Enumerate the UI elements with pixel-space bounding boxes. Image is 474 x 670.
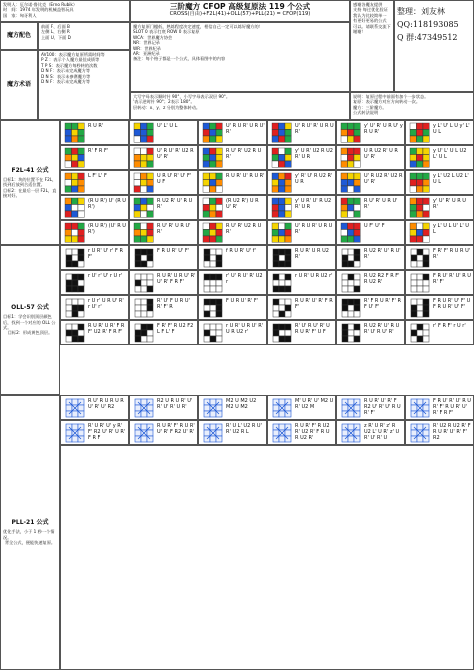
oll-case-cell bbox=[405, 270, 474, 295]
oll-algorithm-text: F U R U' R' F' bbox=[226, 298, 259, 304]
f2l-algorithm-text: R U' R' U R U' R' bbox=[364, 198, 398, 210]
f2l-case-cell bbox=[336, 195, 405, 220]
f2l-cube-diagram bbox=[63, 196, 87, 220]
f2l-algorithm-text: (R U R') (U' R U R') bbox=[88, 223, 126, 235]
f2l-algorithm-text: (R U2 R') U R U' R' bbox=[226, 198, 259, 210]
f2l-algorithm-text: y' R' U' R U2 R' U R bbox=[295, 173, 333, 185]
terms-label: 魔方术语 bbox=[0, 50, 38, 120]
formula-grid bbox=[0, 120, 474, 670]
oll-case-cell bbox=[267, 270, 336, 295]
f2l-algorithm-text: y' U' R' U R U' y R U R' bbox=[364, 123, 403, 135]
pll-case-cell bbox=[198, 420, 267, 445]
f2l-algorithm-text: R U2 R' U' R U R' bbox=[157, 198, 193, 210]
f2l-cube-diagram bbox=[339, 146, 363, 170]
info-line: 发明人：厄尔诺·鲁比克（Erno Rubik） bbox=[3, 2, 78, 7]
oll-cube-diagram bbox=[339, 296, 363, 320]
pll-cube-diagram bbox=[339, 396, 363, 420]
f2l-cube-diagram bbox=[408, 196, 432, 220]
oll-algorithm-text: f R U R' U' f' bbox=[226, 248, 256, 254]
page-title: 三阶魔方 CFOP 高级复原法 119 个公式 bbox=[169, 2, 311, 11]
f2l-algorithm-text: y L' U L U' L' U L bbox=[433, 223, 469, 235]
f2l-case-cell bbox=[267, 195, 336, 220]
oll-cube-diagram bbox=[63, 296, 87, 320]
f2l-algorithm-text: y U' L' U L U2 L' U L bbox=[433, 148, 467, 160]
f2l-cube-diagram bbox=[201, 121, 225, 145]
f2l-cube-diagram bbox=[132, 196, 156, 220]
pll-cube-diagram bbox=[132, 396, 156, 420]
f2l-cube-diagram bbox=[132, 171, 156, 195]
oll-cube-diagram bbox=[339, 246, 363, 270]
f2l-algorithm-text: U R U' R' U' F' U F bbox=[157, 173, 192, 185]
oll-cube-diagram bbox=[132, 271, 156, 295]
contact-qgroup: Q 群:47349512 bbox=[397, 33, 458, 42]
f2l-case-cell bbox=[198, 120, 267, 145]
oll-algorithm-text: F R' F' R U2 F2 L F L' F bbox=[157, 323, 194, 335]
oll-case-cell bbox=[336, 270, 405, 295]
oll-cube-diagram bbox=[339, 271, 363, 295]
oll-algorithm-text: r U R' U' r' F R F' bbox=[88, 248, 123, 260]
thanks-box bbox=[350, 0, 394, 92]
oll-case-cell bbox=[267, 295, 336, 320]
f2l-cube-diagram bbox=[63, 221, 87, 245]
oll-algorithm-text: r' F R F' r U r' bbox=[433, 323, 466, 329]
pll-algorithm-text: M2 U M2 U2 M2 U M2 bbox=[226, 398, 257, 410]
f2l-case-cell bbox=[336, 220, 405, 245]
oll-case-cell bbox=[267, 320, 336, 345]
pll-algorithm-text: M' U R' U' M2 U R' U2 M bbox=[295, 398, 334, 410]
f2l-algorithm-text: y L' U' L U y' L' U L bbox=[433, 123, 470, 135]
f2l-case-cell bbox=[267, 170, 336, 195]
f2l-case-cell bbox=[60, 120, 129, 145]
notes-bottom: 大写字母表示顺时针 90°，小写字母表示双层 90°。 '表示逆时针 90°；2表示 180°。 层转动：x、y、z 分别为整体转动。 bbox=[130, 92, 350, 120]
f2l-case-cell bbox=[405, 220, 474, 245]
f2l-algorithm-text: y' U' R' U R U R' bbox=[433, 198, 466, 210]
f2l-case-cell bbox=[60, 220, 129, 245]
pll-algorithm-text: R' U L' U2 R U' R' U2 R L bbox=[226, 423, 262, 435]
title-box bbox=[130, 0, 350, 22]
oll-case-cell bbox=[336, 295, 405, 320]
oll-algorithm-text: R U R' U' R' F R F' bbox=[295, 298, 333, 310]
pll-case-cell bbox=[60, 420, 129, 445]
f2l-cube-diagram bbox=[270, 171, 294, 195]
thanks-line: 可以。请联系交流下 bbox=[353, 23, 391, 29]
f2l-case-cell bbox=[129, 195, 198, 220]
contact-name: 整理：刘友林 bbox=[397, 7, 445, 16]
oll-cube-diagram bbox=[408, 321, 432, 345]
pll-cube-diagram bbox=[270, 396, 294, 420]
oll-algorithm-text: F R' F' R U R U' R' bbox=[433, 248, 471, 260]
f2l-cube-diagram bbox=[270, 146, 294, 170]
oll-case-cell bbox=[405, 295, 474, 320]
oll-cube-diagram bbox=[270, 296, 294, 320]
f2l-algorithm-text: U' R U R' U R U' R' bbox=[226, 123, 265, 135]
f2l-cube-diagram bbox=[270, 221, 294, 245]
f2l-case-cell bbox=[129, 120, 198, 145]
f2l-case-cell bbox=[129, 145, 198, 170]
pll-cube-diagram bbox=[63, 396, 87, 420]
oll-cube-diagram bbox=[132, 296, 156, 320]
f2l-cube-diagram bbox=[132, 121, 156, 145]
formula: CROSS(自由)+F2L(41)+OLL(57)+PLL(21) = CFOP(119) bbox=[169, 11, 311, 17]
f2l-algorithm-text: U F' U' F bbox=[364, 223, 385, 229]
f2l-algorithm-text: R U R' bbox=[88, 123, 104, 129]
oll-case-cell bbox=[405, 245, 474, 270]
oll-algorithm-text: R' F R U R' F' R F U' F' bbox=[364, 298, 401, 310]
thanks-line: 谢谢！ bbox=[353, 29, 366, 35]
info-box bbox=[0, 0, 130, 22]
contact-qq: QQ:118193085 bbox=[397, 20, 459, 29]
f2l-algorithm-text: U R U2 R' U R U' R' bbox=[364, 148, 398, 160]
oll-cube-diagram bbox=[270, 271, 294, 295]
oll-cube-diagram bbox=[270, 246, 294, 270]
oll-case-cell bbox=[60, 270, 129, 295]
f2l-algorithm-text: U' R U' R' U2 R U' R' bbox=[157, 148, 194, 160]
f2l-algorithm-text: U' R U' R' U R U R' bbox=[295, 123, 334, 135]
oll-algorithm-text: R U2 R2 F R F' R U2 R' bbox=[364, 273, 400, 285]
oll-case-cell bbox=[405, 320, 474, 345]
f2l-cube-diagram bbox=[63, 146, 87, 170]
f2l-algorithm-text: R' F R F' bbox=[88, 148, 109, 154]
f2l-algorithm-text: U' R U2 R' U2 R U' R' bbox=[364, 173, 403, 185]
header bbox=[0, 0, 474, 120]
pll-case-cell bbox=[198, 395, 267, 420]
oll-case-cell bbox=[129, 320, 198, 345]
oll-case-cell bbox=[129, 245, 198, 270]
pll-cube-diagram bbox=[339, 421, 363, 445]
f2l-algorithm-text: (R U R') U' (R U R') bbox=[88, 198, 126, 210]
f2l-cube-diagram bbox=[63, 171, 87, 195]
pll-cube-diagram bbox=[270, 421, 294, 445]
f2l-case-cell bbox=[405, 145, 474, 170]
f2l-cube-diagram bbox=[201, 171, 225, 195]
pll-label-box: PLL-21 公式 优化手法，小于 1 秒一个情况。 背全公式，便能快速复原。 bbox=[0, 395, 60, 670]
oll-cube-diagram bbox=[201, 296, 225, 320]
info-line: 时 间：1974 年发明的机械益智玩具 bbox=[3, 7, 74, 13]
pll-cube-diagram bbox=[201, 396, 225, 420]
oll-algorithm-text: F R U R' U' F' U F R U R' U' F' bbox=[433, 298, 471, 310]
oll-algorithm-text: R U R' U R U2 R' bbox=[295, 248, 329, 260]
f2l-case-cell bbox=[336, 120, 405, 145]
pll-algorithm-text: z R' U R' z' R U2 L' U R' z' U R' U' R' U bbox=[364, 423, 400, 441]
f2l-cube-diagram bbox=[270, 121, 294, 145]
oll-case-cell bbox=[198, 295, 267, 320]
oll-cube-diagram bbox=[132, 246, 156, 270]
pll-algorithm-text: R2 U R U R' U' R' U' R' U R' bbox=[157, 398, 193, 410]
f2l-cube-diagram bbox=[63, 121, 87, 145]
oll-case-cell bbox=[60, 245, 129, 270]
f2l-case-cell bbox=[405, 120, 474, 145]
oll-case-cell bbox=[198, 245, 267, 270]
oll-algorithm-text: R' U' F U R U' R' F' R bbox=[157, 298, 190, 310]
f2l-cube-diagram bbox=[132, 221, 156, 245]
oll-cube-diagram bbox=[408, 246, 432, 270]
f2l-cube-diagram bbox=[339, 221, 363, 245]
f2l-cube-diagram bbox=[408, 221, 432, 245]
terms-box: AV100：表示魔方复原所需时间等 P Z ：表示个人魔方最佳成绩等 T P S：表示魔方每秒转的次数 D N F：表示未完成魔方等 D N S：表示未参赛魔方等 D N F：表示未完成魔方等 bbox=[38, 50, 130, 120]
oll-algorithm-text: R' U' R U' R' U R U R' F' U F bbox=[295, 323, 330, 335]
oll-algorithm-text: r U R' U R U2 r' bbox=[295, 273, 333, 279]
oll-cube-diagram bbox=[63, 321, 87, 345]
f2l-case-cell bbox=[405, 170, 474, 195]
thanks-line: 有更好更易的公式 bbox=[353, 18, 387, 24]
f2l-algorithm-text: U' R U R' U R U R' bbox=[295, 223, 333, 235]
oll-cube-diagram bbox=[201, 271, 225, 295]
oll-algorithm-text: r U R' U R U' R' U R U2 r' bbox=[226, 323, 264, 335]
color-box: 前面 F、后面 B 左侧 L、右侧 R 上面 U、下面 D bbox=[38, 22, 130, 50]
oll-cube-diagram bbox=[201, 321, 225, 345]
oll-cube-diagram bbox=[63, 271, 87, 295]
pll-algorithm-text: R U R' F' R U2 R' U2 R' F R U R U2 R' bbox=[295, 423, 330, 441]
pll-case-cell bbox=[405, 395, 474, 420]
f2l-label-box: F2L-41 公式 目标1：块的位置不在 F2L，找到后放到合适位置。 目标2：在最后一层 F2L，直接对好。 bbox=[0, 120, 60, 245]
oll-case-cell bbox=[60, 320, 129, 345]
oll-case-cell bbox=[129, 295, 198, 320]
f2l-case-cell bbox=[60, 195, 129, 220]
info-line: 国 家：匈牙利人 bbox=[3, 12, 37, 18]
f2l-case-cell bbox=[267, 120, 336, 145]
pll-case-cell bbox=[336, 420, 405, 445]
f2l-case-cell bbox=[60, 145, 129, 170]
notes-right: 说明：复原过程中前面有加个一步状态。 复原：表示魔方对应方向转动一次。 魔方：三阶魔方。 公式转法说明 bbox=[350, 92, 474, 120]
f2l-algorithm-text: y' U R' U' R U2 R' U R bbox=[295, 198, 332, 210]
f2l-case-cell bbox=[60, 170, 129, 195]
oll-cube-diagram bbox=[408, 271, 432, 295]
oll-case-cell bbox=[336, 245, 405, 270]
f2l-algorithm-text: R U' R' U R U' R' bbox=[157, 223, 191, 235]
f2l-case-cell bbox=[129, 220, 198, 245]
f2l-cube-diagram bbox=[339, 121, 363, 145]
color-label: 魔方配色 bbox=[0, 22, 38, 50]
f2l-case-cell bbox=[336, 170, 405, 195]
thanks-line: 支持 每过优化验证 bbox=[353, 7, 388, 13]
oll-cube-diagram bbox=[408, 296, 432, 320]
pll-case-cell bbox=[336, 395, 405, 420]
f2l-case-cell bbox=[267, 145, 336, 170]
pll-extra-area bbox=[60, 445, 474, 670]
pll-algorithm-text: R' U2 R U2 R' F R U R' U' R' F' R2 bbox=[433, 423, 471, 441]
oll-algorithm-text: r' U' R U' R' U2 r bbox=[226, 273, 263, 285]
pll-case-cell bbox=[60, 395, 129, 420]
pll-case-cell bbox=[405, 420, 474, 445]
oll-algorithm-text: R U2 R' U' R U' R' bbox=[364, 248, 401, 260]
f2l-cube-diagram bbox=[408, 171, 432, 195]
f2l-algorithm-text: U' L' U L bbox=[157, 123, 178, 129]
oll-case-cell bbox=[336, 320, 405, 345]
f2l-cube-diagram bbox=[408, 146, 432, 170]
f2l-algorithm-text: R U' R' U2 R U R' bbox=[226, 148, 262, 160]
f2l-cube-diagram bbox=[201, 196, 225, 220]
pll-algorithm-text: R U R' U' R' F R2 U' R' U' R U R' F' bbox=[364, 398, 401, 416]
oll-case-cell bbox=[198, 320, 267, 345]
thanks-line: 我认为比较简单一 bbox=[353, 12, 387, 18]
pll-algorithm-text: R U R' F' R U R' U' R' F R2 U' R' bbox=[157, 423, 195, 435]
f2l-algorithm-text: y' U R' U2 R U2 R' U R bbox=[295, 148, 333, 160]
pll-case-cell bbox=[267, 420, 336, 445]
f2l-cube-diagram bbox=[339, 171, 363, 195]
oll-algorithm-text: R U R' U R U' R' U' R' F R F' bbox=[157, 273, 196, 285]
oll-algorithm-text: r U' r' U' r U r' bbox=[88, 273, 123, 279]
f2l-algorithm-text: R U' R' U2 R U R' bbox=[226, 223, 262, 235]
f2l-case-cell bbox=[267, 220, 336, 245]
pll-cube-diagram bbox=[132, 421, 156, 445]
contact-box bbox=[394, 0, 474, 92]
f2l-algorithm-text: L F' L' F bbox=[88, 173, 107, 179]
oll-cube-diagram bbox=[63, 246, 87, 270]
f2l-cube-diagram bbox=[270, 196, 294, 220]
oll-algorithm-text: r U r' U R U' R' r U' r' bbox=[88, 298, 124, 310]
f2l-algorithm-text: y L' U2 L U2 L' U L bbox=[433, 173, 469, 185]
notes-mid: 魔方复原门槛低，熟练程度决定速度，相信自己一定可以练好魔方的！ SLOT 0 表示打底 ROW 0 表示复原 WCA：世界魔方协会 NR：世界记录 WR：世界纪录 AR：亚洲纪录 备注：每个格子都是一个公式，具体看图中的内容 bbox=[130, 22, 350, 92]
pll-cube-diagram bbox=[408, 421, 432, 445]
f2l-case-cell bbox=[336, 145, 405, 170]
oll-case-cell bbox=[267, 245, 336, 270]
pll-cube-diagram bbox=[408, 396, 432, 420]
pll-case-cell bbox=[267, 395, 336, 420]
oll-cube-diagram bbox=[201, 246, 225, 270]
f2l-case-cell bbox=[198, 170, 267, 195]
oll-case-cell bbox=[60, 295, 129, 320]
pll-algorithm-text: F R U' R' U' R U R' F' R U R' U' R' F R F' bbox=[433, 398, 471, 416]
pll-case-cell bbox=[129, 395, 198, 420]
f2l-case-cell bbox=[198, 220, 267, 245]
pll-case-cell bbox=[129, 420, 198, 445]
f2l-case-cell bbox=[198, 145, 267, 170]
oll-algorithm-text: F R U R' U' F' bbox=[157, 248, 190, 254]
f2l-case-cell bbox=[198, 195, 267, 220]
oll-case-cell bbox=[198, 270, 267, 295]
f2l-cube-diagram bbox=[132, 146, 156, 170]
oll-cube-diagram bbox=[270, 321, 294, 345]
f2l-cube-diagram bbox=[339, 196, 363, 220]
pll-algorithm-text: R' U R' U' y R' F' R2 U' R' U R' F R F bbox=[88, 423, 126, 441]
f2l-case-cell bbox=[129, 170, 198, 195]
oll-case-cell bbox=[129, 270, 198, 295]
pll-cube-diagram bbox=[201, 421, 225, 445]
f2l-cube-diagram bbox=[201, 146, 225, 170]
f2l-case-cell bbox=[405, 195, 474, 220]
oll-algorithm-text: R U R' U R' F R F' U2 R' F R F' bbox=[88, 323, 125, 335]
pll-cube-diagram bbox=[63, 421, 87, 445]
oll-algorithm-text: F R U' R' U' R U R' F' bbox=[433, 273, 471, 285]
oll-cube-diagram bbox=[132, 321, 156, 345]
thanks-line: 感谢各魔友提供 bbox=[353, 2, 383, 7]
oll-algorithm-text: R U2 R' U' R U R' U' R U' R' bbox=[364, 323, 400, 335]
f2l-algorithm-text: R U R' U' R U R' bbox=[226, 173, 265, 179]
f2l-cube-diagram bbox=[201, 221, 225, 245]
f2l-cube-diagram bbox=[408, 121, 432, 145]
oll-label-box: OLL-57 公式 目标1：学会识别顶层颜色后，找到一个对应的 OLL 公式。 目标2：形成黄色顶层。 bbox=[0, 245, 60, 395]
pll-algorithm-text: R U' R U R U R U' R' U' R2 bbox=[88, 398, 124, 410]
oll-cube-diagram bbox=[339, 321, 363, 345]
